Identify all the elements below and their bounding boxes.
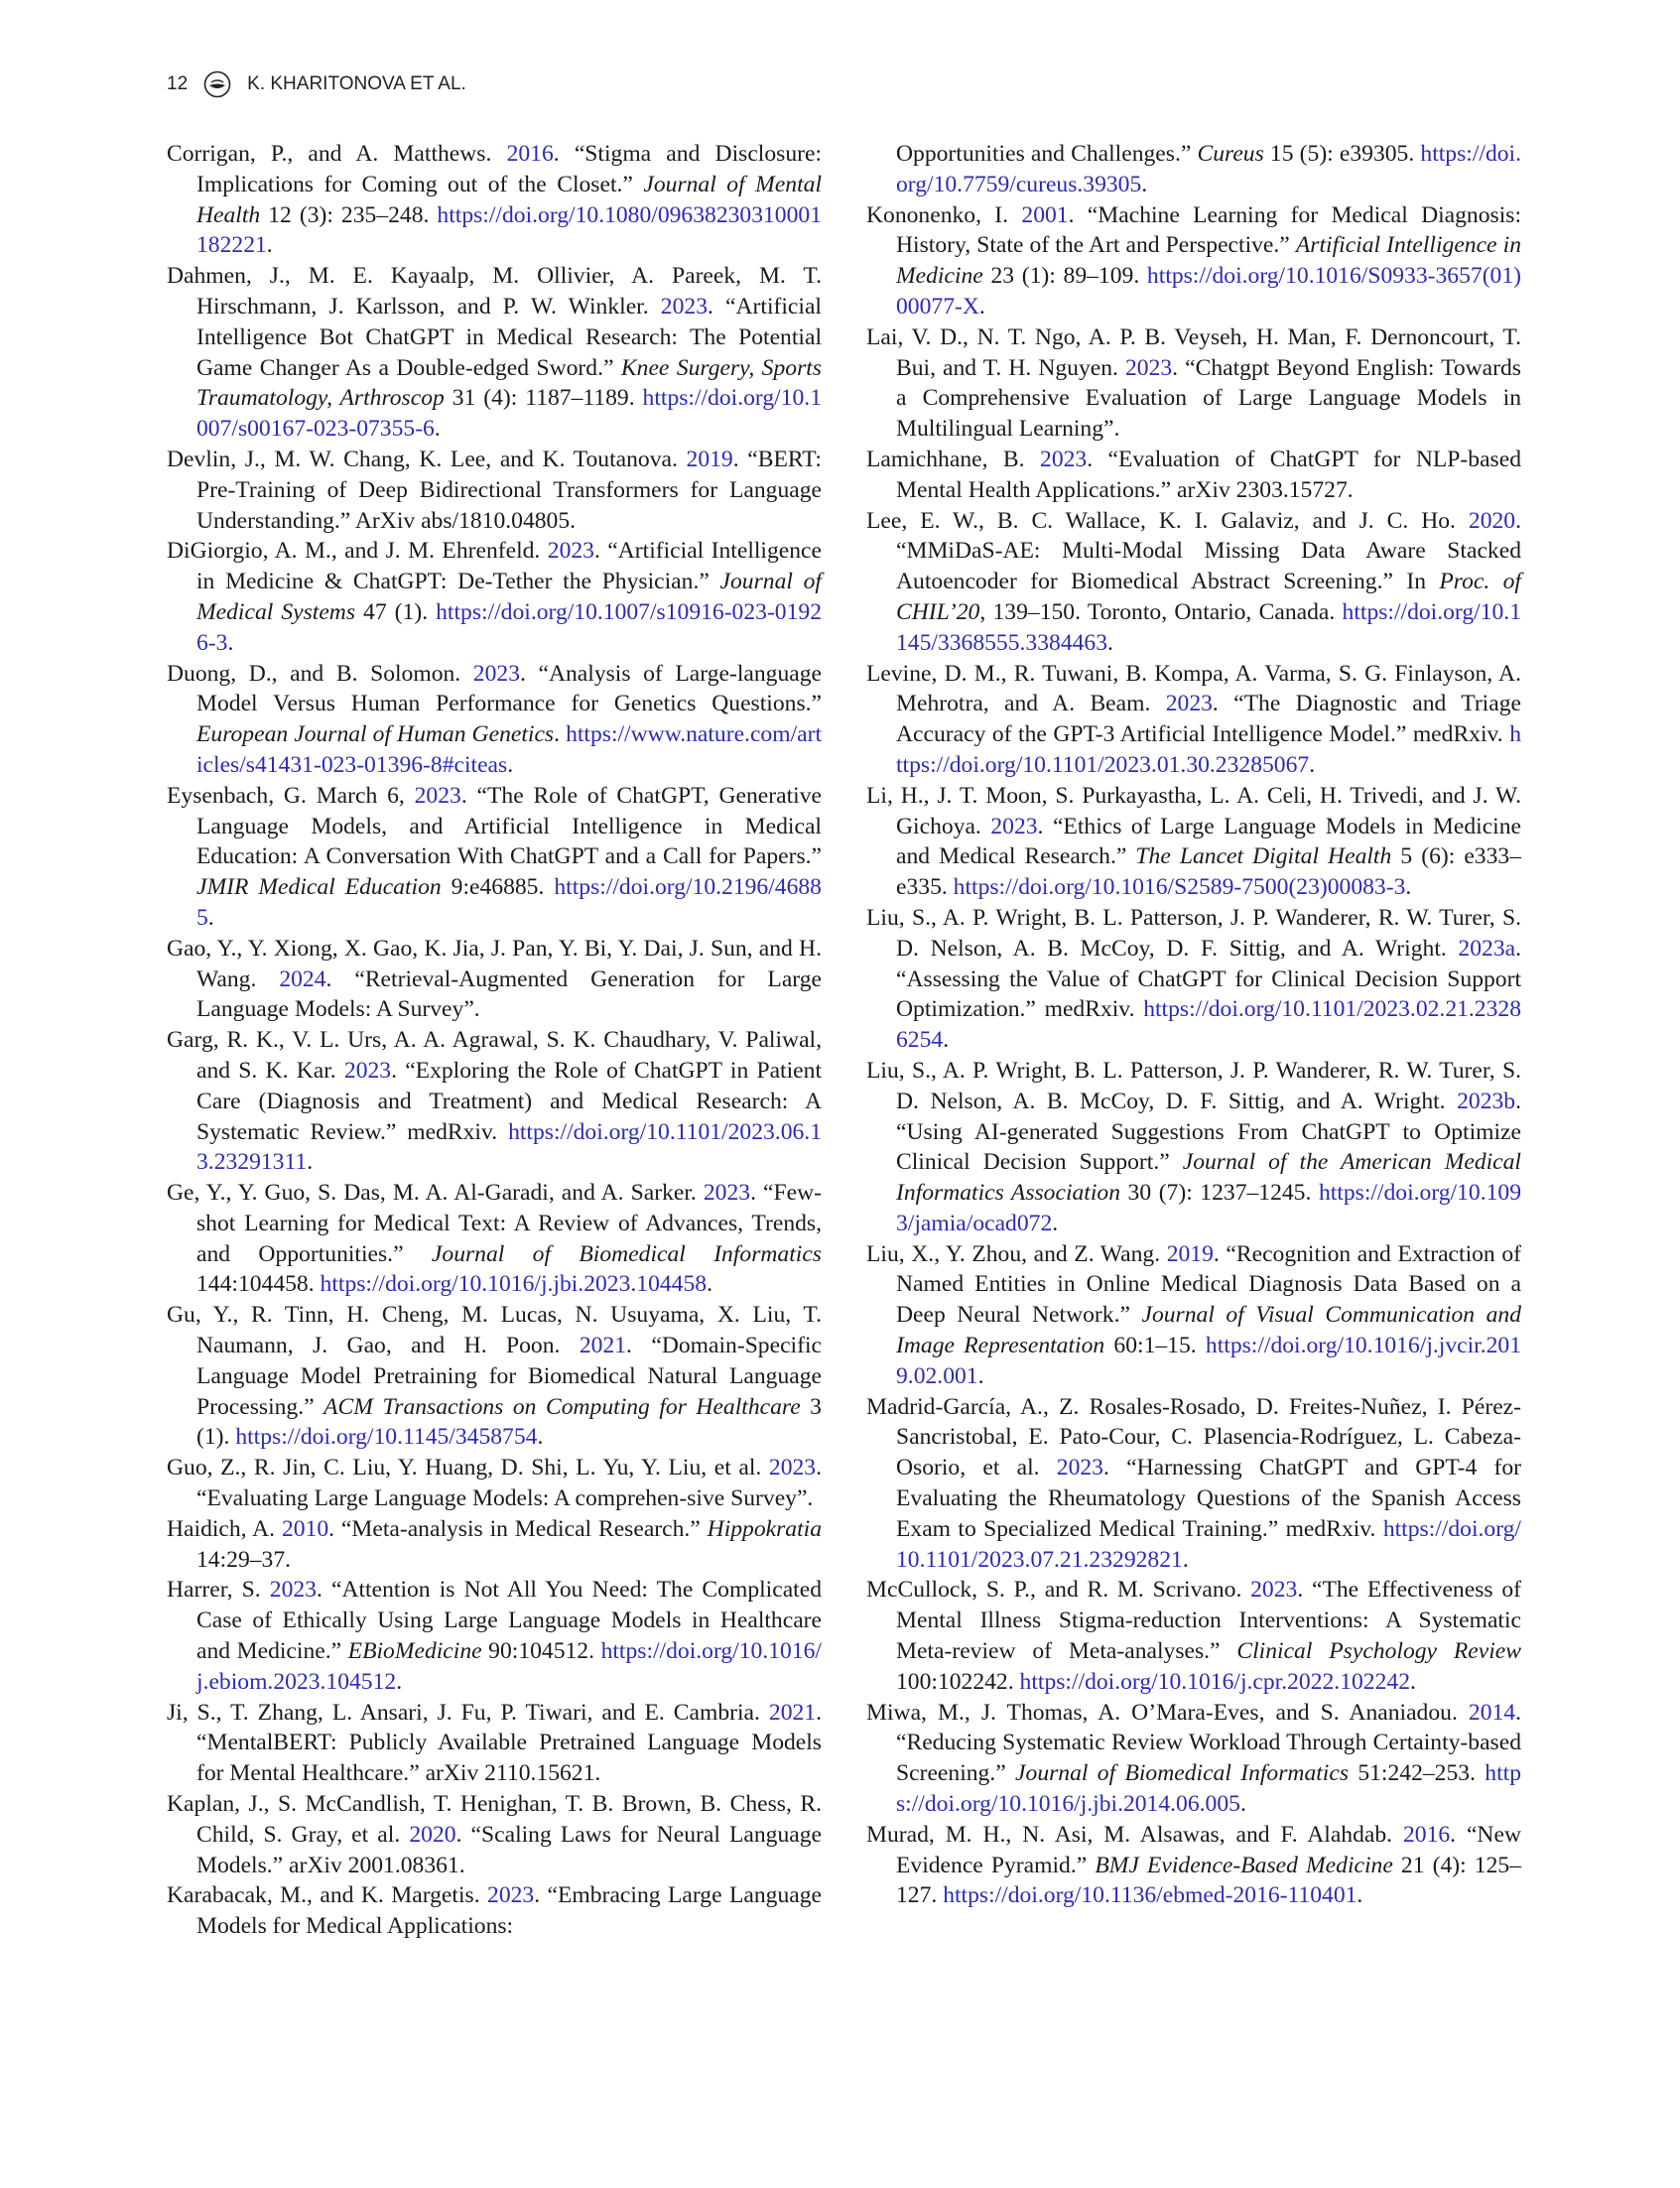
- reference-year-link[interactable]: 2023: [768, 1455, 817, 1481]
- reference-end: .: [537, 1424, 544, 1451]
- reference-year-link[interactable]: 2023: [1056, 1455, 1103, 1481]
- reference-year-link[interactable]: 2023: [269, 1577, 317, 1604]
- reference-doi-link[interactable]: https://doi.org/10.1016/j.jvcir.2019.02.001: [896, 1333, 1521, 1389]
- reference-doi-link[interactable]: https://doi.org/10.1016/S2589-7500(23)00083-3: [953, 874, 1406, 901]
- reference-end: .: [307, 1149, 314, 1176]
- reference-doi-link[interactable]: https://doi.org/10.1101/2023.06.13.23291311: [196, 1118, 822, 1176]
- reference-entry: [167, 261, 822, 445]
- reference-details: , 139–150. Toronto, Ontario, Canada.: [979, 598, 1343, 625]
- reference-entry: [866, 1575, 1521, 1697]
- reference-entry: [866, 1239, 1521, 1392]
- reference-year-link[interactable]: 2023: [487, 1882, 535, 1909]
- reference-end: .: [1052, 1210, 1059, 1236]
- reference-title: . “Evaluation of ChatGPT for NLP-based Mental Health Applications.” arXiv 2303.15727.: [896, 446, 1521, 503]
- reference-title: . “New Evidence Pyramid.”: [896, 1821, 1521, 1878]
- reference-entry: [866, 903, 1521, 1056]
- reference-year-link[interactable]: 2021: [579, 1333, 627, 1359]
- reference-end: .: [1357, 1882, 1363, 1909]
- reference-entry: [866, 322, 1521, 445]
- running-authors: K. KHARITONOVA ET AL.: [247, 73, 466, 94]
- reference-details: 5 (6): e333–e335.: [896, 843, 1521, 901]
- reference-entry: [866, 1392, 1521, 1576]
- reference-venue: The Lancet Digital Health: [1135, 843, 1392, 870]
- reference-details: 3 (1).: [196, 1393, 822, 1451]
- reference-title: . “Evaluating Large Language Models: A comprehen-sive Survey”.: [196, 1455, 822, 1512]
- reference-year-link[interactable]: 2023: [990, 813, 1038, 839]
- reference-title: . “The Effectiveness of Mental Illness Stigma-reduction Interventions: A Systematic Meta-review of Meta-analyses.”: [896, 1577, 1521, 1665]
- reference-details: 100:102242.: [896, 1668, 1020, 1695]
- reference-details: 90:104512.: [481, 1638, 601, 1665]
- reference-end: .: [507, 751, 514, 778]
- reference-title: . “Artificial Intelligence in Medicine & ChatGPT: De-Tether the Physician.”: [196, 538, 822, 595]
- reference-details: 23 (1): 89–109.: [982, 263, 1147, 290]
- reference-details: 144:104458.: [196, 1271, 321, 1298]
- reference-venue: Artificial Intelligence in Medicine: [896, 232, 1521, 290]
- reference-authors: Lai, V. D., N. T. Ngo, A. P. B. Veyseh, H. Man, F. Dernoncourt, T. Bui, and T. H. Nguyen.: [866, 323, 1521, 381]
- reference-year-link[interactable]: 2010: [281, 1515, 329, 1542]
- reference-authors: Miwa, M., J. Thomas, A. O’Mara-Eves, and S. Ananiadou.: [866, 1699, 1469, 1726]
- reference-year-link[interactable]: 2016: [506, 141, 554, 167]
- reference-year-link[interactable]: 2020: [1468, 507, 1516, 534]
- reference-venue: BMJ Evidence-Based Medicine: [1095, 1852, 1393, 1878]
- reference-doi-link[interactable]: https://doi.org/10.1016/j.cpr.2022.102242: [1019, 1668, 1410, 1695]
- reference-entry: [167, 659, 822, 781]
- reference-title: . “Domain-Specific Language Model Pretraining for Biomedical Natural Language Processing.”: [196, 1333, 822, 1420]
- reference-authors: Karabacak, M., and K. Margetis.: [167, 1882, 488, 1909]
- reference-venue: Journal of Biomedical Informatics: [431, 1240, 822, 1267]
- publisher-logo-icon: [203, 70, 231, 98]
- reference-authors: Levine, D. M., R. Tuwani, B. Kompa, A. Varma, S. G. Finlayson, A. Mehrotra, and A. Beam.: [866, 660, 1521, 717]
- reference-authors: Murad, M. H., N. Asi, M. Alsawas, and F. Alahdab.: [866, 1821, 1403, 1848]
- reference-end: .: [396, 1668, 403, 1695]
- reference-year-link[interactable]: 2016: [1402, 1821, 1451, 1848]
- reference-authors: Ge, Y., Y. Guo, S. Das, M. A. Al-Garadi, and A. Sarker.: [167, 1180, 704, 1207]
- reference-authors: Liu, X., Y. Zhou, and Z. Wang.: [866, 1240, 1167, 1267]
- reference-title: . “Chatgpt Beyond English: Towards a Comprehensive Evaluation of Large Language Models in Multilingual Learning”.: [896, 354, 1521, 443]
- reference-title: . “Exploring the Role of ChatGPT in Patient Care (Diagnosis and Treatment) and Medical Research: A Systematic Review.” medRxiv.: [196, 1057, 822, 1145]
- reference-year-link[interactable]: 2023a: [1458, 935, 1516, 962]
- reference-doi-link[interactable]: https://doi.org/10.1007/s00167-023-07355-6: [196, 385, 822, 443]
- reference-details: 30 (7): 1237–1245.: [1120, 1180, 1319, 1207]
- reference-end: .: [1182, 1546, 1189, 1573]
- reference-entry: [167, 1178, 822, 1300]
- reference-entry: [866, 781, 1521, 903]
- reference-entry: [167, 1514, 822, 1576]
- reference-authors: Dahmen, J., M. E. Kayaalp, M. Ollivier, A. Pareek, M. T. Hirschmann, J. Karlsson, and P. W. Winkler.: [167, 263, 822, 320]
- reference-doi-link[interactable]: https://doi.org/10.1016/j.ebiom.2023.104512: [196, 1638, 822, 1695]
- reference-authors: Guo, Z., R. Jin, C. Liu, Y. Huang, D. Shi, L. Yu, Y. Liu, et al.: [167, 1455, 769, 1481]
- reference-venue: European Journal of Human Genetics: [196, 721, 555, 748]
- reference-end: .: [1141, 171, 1148, 197]
- reference-venue: JMIR Medical Education: [196, 874, 442, 901]
- reference-authors: Duong, D., and B. Solomon.: [167, 660, 473, 687]
- reference-entry: [167, 1698, 822, 1789]
- reference-year-link[interactable]: 2021: [768, 1699, 817, 1726]
- reference-title: . “Meta-analysis in Medical Research.”: [328, 1515, 708, 1542]
- reference-title: . “Machine Learning for Medical Diagnosis: History, State of the Art and Perspective.”: [896, 201, 1521, 259]
- reference-year-link[interactable]: 2023b: [1457, 1088, 1516, 1114]
- reference-year-link[interactable]: 2014: [1468, 1699, 1516, 1726]
- reference-authors: Eysenbach, G. March 6,: [167, 782, 415, 809]
- reference-year-link[interactable]: 2024: [279, 965, 326, 992]
- reference-entry: [866, 139, 1521, 200]
- reference-venue: Clinical Psychology Review: [1236, 1638, 1521, 1665]
- reference-title: . “MMiDaS-AE: Multi-Modal Missing Data Aware Stacked Autoencoder for Biomedical Abstract Screening.” In: [896, 507, 1521, 595]
- reference-details: 31 (4): 1187–1189.: [444, 385, 643, 412]
- reference-doi-link[interactable]: https://doi.org/10.1101/2023.02.21.23286254: [896, 996, 1521, 1054]
- reference-details: .: [554, 721, 567, 748]
- reference-entry: [866, 1698, 1521, 1820]
- reference-entry: [167, 1575, 822, 1697]
- reference-authors: Lamichhane, B.: [866, 446, 1041, 472]
- reference-title: . “Attention is Not All You Need: The Complicated Case of Ethically Using Large Language Models in Healthcare and Medicine.”: [196, 1577, 822, 1665]
- reference-title: . “BERT: Pre-Training of Deep Bidirectional Transformers for Language Understanding.” ArXiv abs/1810.04805.: [196, 446, 822, 534]
- reference-title: Opportunities and Challenges.”: [896, 141, 1198, 167]
- reference-entry: [167, 781, 822, 934]
- reference-year-link[interactable]: 2019: [686, 446, 733, 472]
- reference-venue: Journal of Biomedical Informatics: [1015, 1760, 1350, 1787]
- reference-venue: Cureus: [1197, 141, 1264, 167]
- reference-doi-link[interactable]: https://doi.org/10.1101/2023.07.21.23292821: [896, 1515, 1521, 1573]
- reference-entry: [167, 1025, 822, 1178]
- reference-venue: ACM Transactions on Computing for Healthcare: [323, 1393, 801, 1420]
- reference-end: .: [978, 293, 985, 320]
- reference-authors: Li, H., J. T. Moon, S. Purkayastha, L. A. Celi, H. Trivedi, and J. W. Gichoya.: [866, 782, 1521, 839]
- reference-entry: [167, 1453, 822, 1514]
- reference-venue: Hippokratia: [707, 1515, 822, 1542]
- reference-venue: EBioMedicine: [347, 1638, 482, 1665]
- reference-year-link[interactable]: 2023: [703, 1180, 751, 1207]
- reference-end: .: [266, 232, 273, 259]
- reference-title: . “Stigma and Disclosure: Implications for Coming out of the Closet.”: [196, 141, 822, 197]
- reference-authors: Gu, Y., R. Tinn, H. Cheng, M. Lucas, N. Usuyama, X. Liu, T. Naumann, J. Gao, and H. Poon.: [167, 1302, 822, 1359]
- reference-year-link[interactable]: 2023: [1250, 1577, 1298, 1604]
- reference-entry: [167, 1880, 822, 1942]
- reference-doi-link[interactable]: https://doi.org/10.1016/S0933-3657(01)00077-X: [896, 263, 1521, 320]
- running-head: [167, 69, 466, 99]
- reference-details: 12 (3): 235–248.: [260, 201, 438, 228]
- reference-entry: [167, 139, 822, 261]
- reference-entry: [866, 506, 1521, 659]
- reference-venue: Proc. of CHIL’20: [896, 569, 1521, 625]
- reference-authors: Ji, S., T. Zhang, L. Ansari, J. Fu, P. Tiwari, and E. Cambria.: [167, 1699, 769, 1726]
- reference-end: .: [707, 1271, 712, 1298]
- reference-title: . “The Role of ChatGPT, Generative Language Models, and Artificial Intelligence in Medical Education: A Conversation With ChatGPT and a Call for Papers.”: [196, 782, 822, 870]
- reference-authors: Madrid-García, A., Z. Rosales-Rosado, D. Freites-Nuñez, I. Pérez-Sancristobal, E. Pato-Cour, C. Plasencia-Rodríguez, L. Cabeza-Osorio, et al.: [866, 1393, 1521, 1481]
- reference-doi-link[interactable]: https://doi.org/10.1101/2023.01.30.23285067: [896, 721, 1521, 778]
- reference-year-link[interactable]: 2023: [1040, 446, 1088, 472]
- reference-doi-link[interactable]: https://doi.org/10.7759/cureus.39305: [896, 141, 1521, 197]
- reference-authors: DiGiorgio, A. M., and J. M. Ehrenfeld.: [167, 538, 548, 565]
- reference-authors: McCullock, S. P., and R. M. Scrivano.: [866, 1577, 1251, 1604]
- reference-doi-link[interactable]: https://doi.org/10.1145/3368555.3384463: [896, 598, 1521, 656]
- reference-year-link[interactable]: 2023: [472, 660, 520, 687]
- reference-doi-link[interactable]: https://doi.org/10.1093/jamia/ocad072: [896, 1180, 1521, 1236]
- references-left-column: [167, 139, 822, 1942]
- reference-end: .: [977, 1362, 984, 1389]
- reference-authors: Lee, E. W., B. C. Wallace, K. I. Galaviz, and J. C. Ho.: [866, 507, 1469, 534]
- reference-doi-link[interactable]: https://doi.org/10.1016/j.jbi.2014.06.005: [896, 1760, 1522, 1818]
- reference-title: . “Ethics of Large Language Models in Medicine and Medical Research.”: [896, 813, 1521, 870]
- page-number: 12: [167, 73, 189, 94]
- reference-venue: Knee Surgery, Sports Traumatology, Arthroscop: [196, 354, 822, 412]
- reference-entry: [866, 445, 1521, 506]
- reference-year-link[interactable]: 2023: [547, 538, 594, 565]
- reference-end: .: [943, 1027, 950, 1054]
- reference-entry: [866, 1056, 1521, 1239]
- reference-entry: [167, 445, 822, 536]
- reference-year-link[interactable]: 2001: [1021, 201, 1069, 228]
- reference-end: .: [1107, 629, 1113, 656]
- reference-authors: Devlin, J., M. W. Chang, K. Lee, and K. Toutanova.: [167, 446, 687, 472]
- reference-venue: Journal of the American Medical Informatics Association: [896, 1149, 1521, 1207]
- reference-end: .: [434, 416, 441, 443]
- reference-title: . “Few-shot Learning for Medical Text: A Review of Advances, Trends, and Opportunities.”: [196, 1180, 822, 1267]
- reference-end: .: [207, 904, 214, 931]
- reference-doi-link[interactable]: https://www.nature.com/articles/s41431-023-01396-8#citeas: [196, 721, 823, 778]
- reference-doi-link[interactable]: https://doi.org/10.1080/09638230310001182221: [196, 201, 822, 259]
- reference-end: .: [1309, 751, 1316, 778]
- reference-entry: [167, 1789, 822, 1880]
- reference-year-link[interactable]: 2023: [1165, 691, 1213, 717]
- reference-authors: Kaplan, J., S. McCandlish, T. Henighan, T. B. Brown, B. Chess, R. Child, S. Gray, et al.: [167, 1791, 822, 1848]
- reference-authors: Liu, S., A. P. Wright, B. L. Patterson, J. P. Wanderer, R. W. Turer, S. D. Nelson, A. B. McCoy, D. F. Sittig, and A. Wright.: [866, 904, 1521, 962]
- reference-doi-link[interactable]: https://doi.org/10.2196/46885: [196, 874, 822, 931]
- reference-title: . “Recognition and Extraction of Named Entities in Online Medical Diagnosis Data Based on a Deep Neural Network.”: [896, 1240, 1521, 1329]
- reference-entry: [866, 200, 1521, 322]
- reference-details: 9:e46885.: [441, 874, 555, 901]
- reference-venue: Journal of Medical Systems: [196, 569, 822, 625]
- reference-year-link[interactable]: 2019: [1166, 1240, 1214, 1267]
- reference-authors: Kononenko, I.: [866, 201, 1022, 228]
- reference-year-link[interactable]: 2023: [1124, 354, 1173, 381]
- reference-details: 14:29–37.: [196, 1546, 292, 1573]
- reference-title: . “Retrieval-Augmented Generation for Large Language Models: A Survey”.: [196, 965, 823, 1023]
- reference-details: 51:242–253.: [1349, 1760, 1486, 1787]
- reference-year-link[interactable]: 2023: [414, 782, 461, 809]
- reference-title: . “Reducing Systematic Review Workload Through Certainty-based Screening.”: [896, 1699, 1521, 1787]
- reference-end: .: [1405, 874, 1412, 901]
- reference-title: . “Assessing the Value of ChatGPT for Clinical Decision Support Optimization.” medRxiv.: [896, 935, 1521, 1023]
- reference-details: 21 (4): 125–127.: [896, 1852, 1521, 1909]
- reference-entry: [866, 659, 1521, 781]
- reference-title: . “Harnessing ChatGPT and GPT-4 for Evaluating the Rheumatology Questions of the Spanish Access Exam to Specialized Medical Training.” medRxiv.: [896, 1455, 1521, 1542]
- reference-authors: Liu, S., A. P. Wright, B. L. Patterson, J. P. Wanderer, R. W. Turer, S. D. Nelson, A. B. McCoy, D. F. Sittig, and A. Wright.: [866, 1057, 1521, 1114]
- reference-entry: [167, 934, 822, 1025]
- reference-title: . “Analysis of Large-language Model Versus Human Performance for Genetics Questions.”: [196, 660, 822, 717]
- references-right-column: [866, 139, 1521, 1911]
- reference-title: . “MentalBERT: Publicly Available Pretrained Language Models for Mental Healthcare.” arXiv 2110.15621.: [196, 1699, 822, 1787]
- reference-authors: Garg, R. K., V. L. Urs, A. A. Agrawal, S. K. Chaudhary, V. Paliwal, and S. K. Kar.: [167, 1027, 822, 1084]
- reference-end: .: [1239, 1791, 1246, 1818]
- reference-year-link[interactable]: 2020: [409, 1821, 456, 1848]
- reference-title: . “Scaling Laws for Neural Language Models.” arXiv 2001.08361.: [196, 1821, 822, 1878]
- reference-details: 60:1–15.: [1104, 1333, 1206, 1359]
- reference-details: 15 (5): e39305.: [1263, 141, 1421, 167]
- reference-entry: [167, 536, 822, 658]
- reference-doi-link[interactable]: https://doi.org/10.1007/s10916-023-01926-3: [196, 598, 822, 656]
- reference-title: . “Using AI-generated Suggestions From ChatGPT to Optimize Clinical Decision Support.”: [896, 1088, 1521, 1176]
- reference-end: .: [1410, 1668, 1416, 1695]
- reference-venue: Journal of Visual Communication and Image Representation: [896, 1302, 1522, 1359]
- reference-end: .: [227, 629, 234, 656]
- reference-doi-link[interactable]: https://doi.org/10.1016/j.jbi.2023.104458: [320, 1271, 708, 1298]
- reference-doi-link[interactable]: https://doi.org/10.1145/3458754: [235, 1424, 538, 1451]
- reference-authors: Haidich, A.: [167, 1515, 282, 1542]
- reference-title: . “The Diagnostic and Triage Accuracy of the GPT-3 Artificial Intelligence Model.” medRxiv.: [896, 691, 1521, 748]
- reference-entry: [167, 1300, 822, 1453]
- reference-year-link[interactable]: 2023: [660, 293, 708, 320]
- reference-authors: Harrer, S.: [167, 1577, 270, 1604]
- reference-authors: Gao, Y., Y. Xiong, X. Gao, K. Jia, J. Pan, Y. Bi, Y. Dai, J. Sun, and H. Wang.: [167, 935, 822, 992]
- reference-entry: [866, 1820, 1521, 1911]
- reference-year-link[interactable]: 2023: [343, 1057, 392, 1084]
- reference-doi-link[interactable]: https://doi.org/10.1136/ebmed-2016-110401: [943, 1882, 1357, 1909]
- reference-title: . “Artificial Intelligence Bot ChatGPT in Medical Research: The Potential Game Changer As a Double-edged Sword.”: [196, 293, 822, 381]
- reference-title: . “Embracing Large Language Models for Medical Applications:: [196, 1882, 822, 1940]
- reference-authors: Corrigan, P., and A. Matthews.: [167, 141, 507, 167]
- reference-details: 47 (1).: [355, 598, 437, 625]
- reference-venue: Journal of Mental Health: [196, 171, 822, 228]
